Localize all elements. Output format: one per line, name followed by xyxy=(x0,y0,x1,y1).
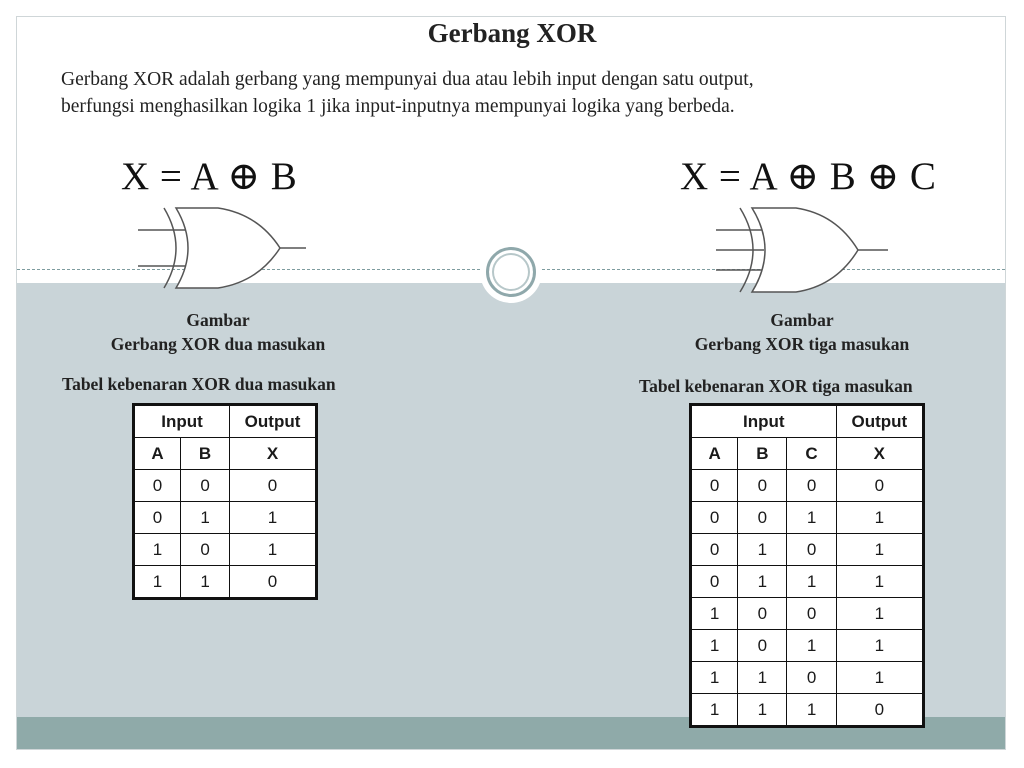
caption-text: Gerbang XOR dua masukan xyxy=(110,334,326,354)
table-row xyxy=(691,534,924,566)
column-header: A xyxy=(691,438,738,470)
table-column-header-row xyxy=(691,438,924,470)
table-row xyxy=(134,534,317,566)
group-header-input: Input xyxy=(134,405,230,438)
table-cell: 0 xyxy=(181,534,230,566)
table-cell: 0 xyxy=(787,598,836,630)
table-cell: 0 xyxy=(787,662,836,694)
column-header: B xyxy=(738,438,787,470)
table-cell: 1 xyxy=(787,694,836,727)
table-cell: 0 xyxy=(836,694,923,727)
table-cell: 1 xyxy=(836,502,923,534)
table-cell: 1 xyxy=(691,694,738,727)
table-cell: 1 xyxy=(738,566,787,598)
truth-table-three-input xyxy=(689,403,925,728)
group-header-output: Output xyxy=(230,405,317,438)
table-cell: 0 xyxy=(738,598,787,630)
table-cell: 1 xyxy=(836,598,923,630)
table-cell: 1 xyxy=(836,534,923,566)
table-row xyxy=(691,470,924,502)
table-cell: 1 xyxy=(691,662,738,694)
decorative-ring-icon xyxy=(480,241,542,303)
formula-two-input: X = A ⊕ B xyxy=(121,155,298,198)
table-cell: 1 xyxy=(836,662,923,694)
formula-three-input: X = A ⊕ B ⊕ C xyxy=(680,155,937,198)
table-cell: 1 xyxy=(787,502,836,534)
truth-table-two-input xyxy=(132,403,318,600)
table-cell: 1 xyxy=(134,566,181,599)
table-cell: 1 xyxy=(691,630,738,662)
table-cell: 1 xyxy=(836,566,923,598)
table-cell: 1 xyxy=(691,598,738,630)
table-cell: 1 xyxy=(787,630,836,662)
table-row xyxy=(134,470,317,502)
table-cell: 0 xyxy=(691,534,738,566)
gate-caption-two-input xyxy=(87,308,349,356)
intro-line-2: berfungsi menghasilkan logika 1 jika input-inputnya mempunyai logika yang berbeda. xyxy=(61,96,735,117)
xor-gate-three-input-icon xyxy=(712,202,902,298)
table-cell: 0 xyxy=(787,534,836,566)
column-header: C xyxy=(787,438,836,470)
table-cell: 0 xyxy=(691,566,738,598)
table-cell: 0 xyxy=(738,502,787,534)
column-header: X xyxy=(836,438,923,470)
table-cell: 1 xyxy=(181,502,230,534)
table-row xyxy=(691,598,924,630)
table-cell: 1 xyxy=(230,534,317,566)
table-row xyxy=(691,662,924,694)
table-cell: 0 xyxy=(230,566,317,599)
decorative-ring-inner xyxy=(486,247,536,297)
table-cell: 0 xyxy=(134,470,181,502)
caption-label: Gambar xyxy=(186,310,250,330)
table-cell: 1 xyxy=(230,502,317,534)
truth-table-title-three-input: Tabel kebenaran XOR tiga masukan xyxy=(639,376,913,396)
table-cell: 0 xyxy=(134,502,181,534)
table-row xyxy=(134,566,317,599)
table-cell: 1 xyxy=(738,694,787,727)
column-header: X xyxy=(230,438,317,470)
column-header: A xyxy=(134,438,181,470)
table-cell: 1 xyxy=(134,534,181,566)
table-group-header-row xyxy=(691,405,924,438)
group-header-output: Output xyxy=(836,405,923,438)
table-row xyxy=(691,694,924,727)
table-cell: 0 xyxy=(738,630,787,662)
table-cell: 1 xyxy=(181,566,230,599)
table-cell: 1 xyxy=(738,534,787,566)
gate-caption-three-input xyxy=(672,308,932,356)
table-cell: 1 xyxy=(787,566,836,598)
table-cell: 0 xyxy=(738,470,787,502)
table-cell: 1 xyxy=(836,630,923,662)
table-row xyxy=(134,502,317,534)
table-cell: 0 xyxy=(691,502,738,534)
table-row xyxy=(691,566,924,598)
table-cell: 0 xyxy=(836,470,923,502)
caption-label: Gambar xyxy=(770,310,834,330)
table-column-header-row xyxy=(134,438,317,470)
intro-paragraph xyxy=(61,66,991,120)
xor-gate-two-input-icon xyxy=(130,200,320,296)
group-header-input: Input xyxy=(691,405,837,438)
table-row xyxy=(691,502,924,534)
page-title: Gerbang XOR xyxy=(427,18,597,48)
table-row xyxy=(691,630,924,662)
table-cell: 0 xyxy=(181,470,230,502)
truth-table-title-two-input: Tabel kebenaran XOR dua masukan xyxy=(62,374,336,394)
table-cell: 0 xyxy=(230,470,317,502)
intro-line-1: Gerbang XOR adalah gerbang yang mempunyai dua atau lebih input dengan satu output, xyxy=(61,69,754,90)
table-cell: 1 xyxy=(738,662,787,694)
table-group-header-row xyxy=(134,405,317,438)
caption-text: Gerbang XOR tiga masukan xyxy=(694,334,910,354)
table-cell: 0 xyxy=(787,470,836,502)
table-cell: 0 xyxy=(691,470,738,502)
column-header: B xyxy=(181,438,230,470)
